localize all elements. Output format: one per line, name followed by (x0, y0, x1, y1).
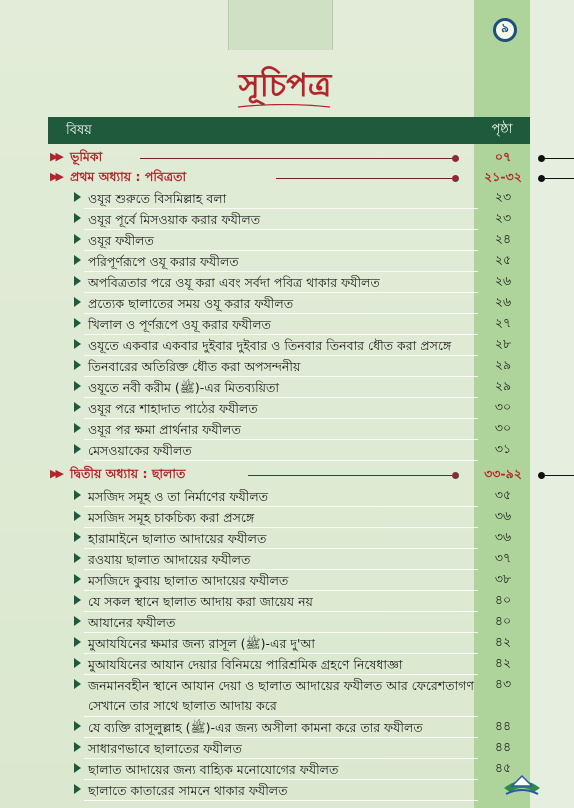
header-band (228, 0, 333, 50)
chapter-leader-dot (452, 175, 459, 182)
toc-item[interactable] (48, 549, 530, 570)
toc-item-page: ২৯ (494, 378, 512, 393)
triangle-bullet-icon (74, 784, 81, 794)
toc-item-title: ওযূতে নবী করীম (ﷺ)-এর মিতব্যয়িতা (88, 380, 280, 395)
toc-header-row (48, 117, 474, 144)
triangle-bullet-icon (74, 213, 81, 223)
triangle-bullet-icon (74, 658, 81, 668)
page-edge (530, 0, 574, 808)
toc-item-page: ২৯ (494, 357, 512, 372)
toc-item[interactable] (48, 591, 530, 612)
chapter-row[interactable] (48, 147, 530, 169)
toc-item-page: ২৩ (494, 189, 512, 204)
toc-item-page: ২৭ (494, 315, 512, 330)
triangle-bullet-icon (74, 742, 81, 752)
triangle-bullet-icon (74, 679, 81, 689)
triangle-bullet-icon (74, 234, 81, 244)
toc-item-page: ৪৫ (494, 760, 512, 775)
toc-item[interactable] (48, 335, 530, 356)
toc-item-title: ছালাত আদায়ের জন্য বাহ্যিক মনোযোগের ফযীলত (88, 762, 339, 777)
toc-item-page: ৩৭ (494, 550, 512, 565)
double-chevron-icon: ▶▶ (50, 170, 61, 183)
toc-item[interactable] (48, 654, 530, 675)
triangle-bullet-icon (74, 721, 81, 731)
chapter-leader-line (248, 475, 452, 476)
toc-item[interactable] (48, 612, 530, 633)
toc-item[interactable] (48, 272, 530, 293)
toc-item-title: মুআযযিনের আযান দেয়ার বিনিময়ে পারিশ্রমিক গ্রহণে নিষেধাজ্ঞা (88, 657, 403, 672)
chapter-row[interactable] (48, 167, 530, 189)
toc-item-title: ওযূর শুরুতে বিসমিল্লাহ বলা (88, 191, 227, 206)
toc-item-title: মেসওয়াকের ফযীলত (88, 443, 192, 458)
triangle-bullet-icon (74, 318, 81, 328)
triangle-bullet-icon (74, 276, 81, 286)
toc-item-page: ৩১ (494, 441, 512, 456)
toc-item[interactable] (48, 440, 530, 461)
row-separator (84, 460, 478, 461)
margin-marker-dot (538, 472, 545, 479)
toc-item-page: ২৬ (494, 294, 512, 309)
toc-item[interactable] (48, 209, 530, 230)
chapter-title: দ্বিতীয় অধ্যায় : ছালাত (70, 466, 186, 481)
toc-item-page: ৪০ (494, 613, 512, 628)
toc-item-title: ওযূর পর ক্ষমা প্রার্থনার ফযীলত (88, 422, 241, 437)
publisher-logo-icon (500, 760, 544, 800)
triangle-bullet-icon (74, 192, 81, 202)
toc-item-page: ৩৫ (494, 487, 512, 502)
toc-item-title: ওযূতে একবার একবার দুইবার দুইবার ও তিনবার তিনবার ধৌত করা প্রসঙ্গে (88, 338, 452, 353)
toc-item[interactable] (48, 188, 530, 209)
chapter-page-range: ৩৩-৯২ (484, 466, 522, 481)
toc-item-title: মসজিদ সমূহ ও তা নির্মাণের ফযীলত (88, 489, 269, 504)
triangle-bullet-icon (74, 297, 81, 307)
triangle-bullet-icon (74, 616, 81, 626)
margin-marker-line (545, 158, 574, 159)
toc-item-title: খিলাল ও পূর্ণরূপে ওযূ করার ফযীলত (88, 317, 271, 332)
chapter-leader-line (140, 158, 452, 159)
triangle-bullet-icon (74, 637, 81, 647)
toc-item[interactable] (48, 356, 530, 377)
toc-item[interactable] (48, 633, 530, 654)
toc-item-title: মসজিদে কুবায় ছালাত আদায়ের ফযীলত (88, 573, 289, 588)
toc-item[interactable] (48, 528, 530, 549)
toc-item-page: ৩৬ (494, 529, 512, 544)
toc-item-title: প্রত্যেক ছালাতের সময় ওযূ করার ফযীলত (88, 296, 294, 311)
toc-item-page: ৩০ (494, 420, 512, 435)
triangle-bullet-icon (74, 444, 81, 454)
triangle-bullet-icon (74, 339, 81, 349)
toc-item-title: ওযূর ফযীলত (88, 233, 154, 248)
double-chevron-icon: ▶▶ (50, 467, 61, 480)
toc-item-title: ওযূর পূর্বে মিসওয়াক করার ফযীলত (88, 212, 261, 227)
toc-item[interactable] (48, 419, 530, 440)
toc-item-title: হারামাইনে ছালাত আদায়ের ফযীলত (88, 531, 267, 546)
triangle-bullet-icon (74, 763, 81, 773)
margin-marker-line (545, 178, 574, 179)
chapter-page-range: ২১-৩২ (484, 169, 522, 184)
toc-item-title: মুআযযিনের ক্ষমার জন্য রাসূল (ﷺ)-এর দু'আ (88, 636, 315, 651)
toc-item-page: ৩৬ (494, 508, 512, 523)
chapter-leader-line (276, 178, 452, 179)
chapter-title: প্রথম অধ্যায় : পবিত্রতা (70, 169, 187, 184)
toc-item-page: ৩৮ (494, 571, 512, 586)
triangle-bullet-icon (74, 532, 81, 542)
toc-item-page: ৪২ (494, 655, 512, 670)
triangle-bullet-icon (74, 255, 81, 265)
margin-marker-dot (538, 175, 545, 182)
chapter-leader-dot (452, 472, 459, 479)
toc-item[interactable] (48, 780, 530, 801)
toc-item[interactable] (48, 738, 530, 759)
triangle-bullet-icon (74, 402, 81, 412)
triangle-bullet-icon (74, 595, 81, 605)
toc-item-page: ৪২ (494, 634, 512, 649)
toc-item-title: সাধারণভাবে ছালাতের ফযীলত (88, 741, 242, 756)
toc-item-page: ৪৪ (494, 718, 512, 733)
toc-item[interactable] (48, 570, 530, 591)
triangle-bullet-icon (74, 490, 81, 500)
toc-item-page: ৪৩ (494, 676, 512, 691)
toc-item-page: ৩০ (494, 399, 512, 414)
chapter-title: ভূমিকা (70, 149, 103, 164)
toc-item-title: অপবিত্রতার পরে ওযূ করা এবং সর্বদা পবিত্র থাকার ফযীলত (88, 275, 380, 290)
triangle-bullet-icon (74, 360, 81, 370)
toc-item[interactable] (48, 759, 530, 780)
page-number-badge: ৯ (493, 18, 517, 42)
toc-item[interactable] (48, 293, 530, 314)
toc-item[interactable] (48, 251, 530, 272)
toc-item[interactable] (48, 717, 530, 738)
toc-item-title: যে সকল স্থানে ছালাত আদায় করা জায়েয নয় (88, 594, 313, 609)
toc-item-page: ২৩ (494, 210, 512, 225)
toc-item-page: ২৪ (494, 231, 512, 246)
margin-marker-dot (538, 155, 545, 162)
margin-marker-line (545, 475, 574, 476)
toc-item-page: ২৮ (494, 336, 512, 351)
toc-item[interactable] (48, 377, 530, 398)
toc-item-title: যে ব্যক্তি রাসূলুল্লাহ (ﷺ)-এর জন্য অসীলা কামনা করে তার ফযীলত (88, 720, 423, 735)
chapter-leader-dot (452, 155, 459, 162)
toc-item-title: রওযায় ছালাত আদায়ের ফযীলত (88, 552, 251, 567)
triangle-bullet-icon (74, 423, 81, 433)
toc-item[interactable] (48, 230, 530, 251)
toc-item-title: জনমানবহীন স্থানে আযান দেয়া ও ছালাত আদায়ের ফযীলত আর ফেরেশতাগণ সেখানে তার সাথে ছালাত আদায় করে (88, 678, 474, 713)
title-ornament-icon (236, 104, 332, 110)
toc-item-title: তিনবারের অতিরিক্ত ধৌত করা অপসন্দনীয় (88, 359, 301, 374)
toc-item-page: ২৫ (494, 252, 512, 267)
toc-item[interactable] (48, 507, 530, 528)
toc-item-page: ২৬ (494, 273, 512, 288)
toc-item-title: মসজিদ সমূহ চাকচিক্য করা প্রসঙ্গে (88, 510, 255, 525)
toc-item-page: ৪০ (494, 592, 512, 607)
toc-item-page: ৪৪ (494, 739, 512, 754)
toc-item[interactable] (48, 398, 530, 419)
toc-item[interactable] (48, 314, 530, 335)
toc-item-title: পরিপূর্ণরূপে ওযূ করার ফযীলত (88, 254, 239, 269)
toc-header-page: পৃষ্ঠা (474, 117, 530, 144)
triangle-bullet-icon (74, 553, 81, 563)
toc-item-title: ওযূর পরে শাহাদাত পাঠের ফযীলত (88, 401, 258, 416)
triangle-bullet-icon (74, 574, 81, 584)
double-chevron-icon: ▶▶ (50, 150, 61, 163)
toc-header-subject: বিষয় (66, 123, 92, 138)
toc-item[interactable] (48, 486, 530, 507)
toc-item-title: ছালাতে কাতারের সামনে থাকার ফযীলত (88, 783, 288, 798)
triangle-bullet-icon (74, 381, 81, 391)
chapter-page-range: ০৭ (494, 149, 512, 164)
toc-item-title: আযানের ফযীলত (88, 615, 176, 630)
row-separator (84, 800, 478, 801)
chapter-row[interactable] (48, 464, 530, 486)
toc-item[interactable] (48, 675, 530, 717)
page-title: সূচিপত্র (238, 66, 332, 104)
triangle-bullet-icon (74, 511, 81, 521)
